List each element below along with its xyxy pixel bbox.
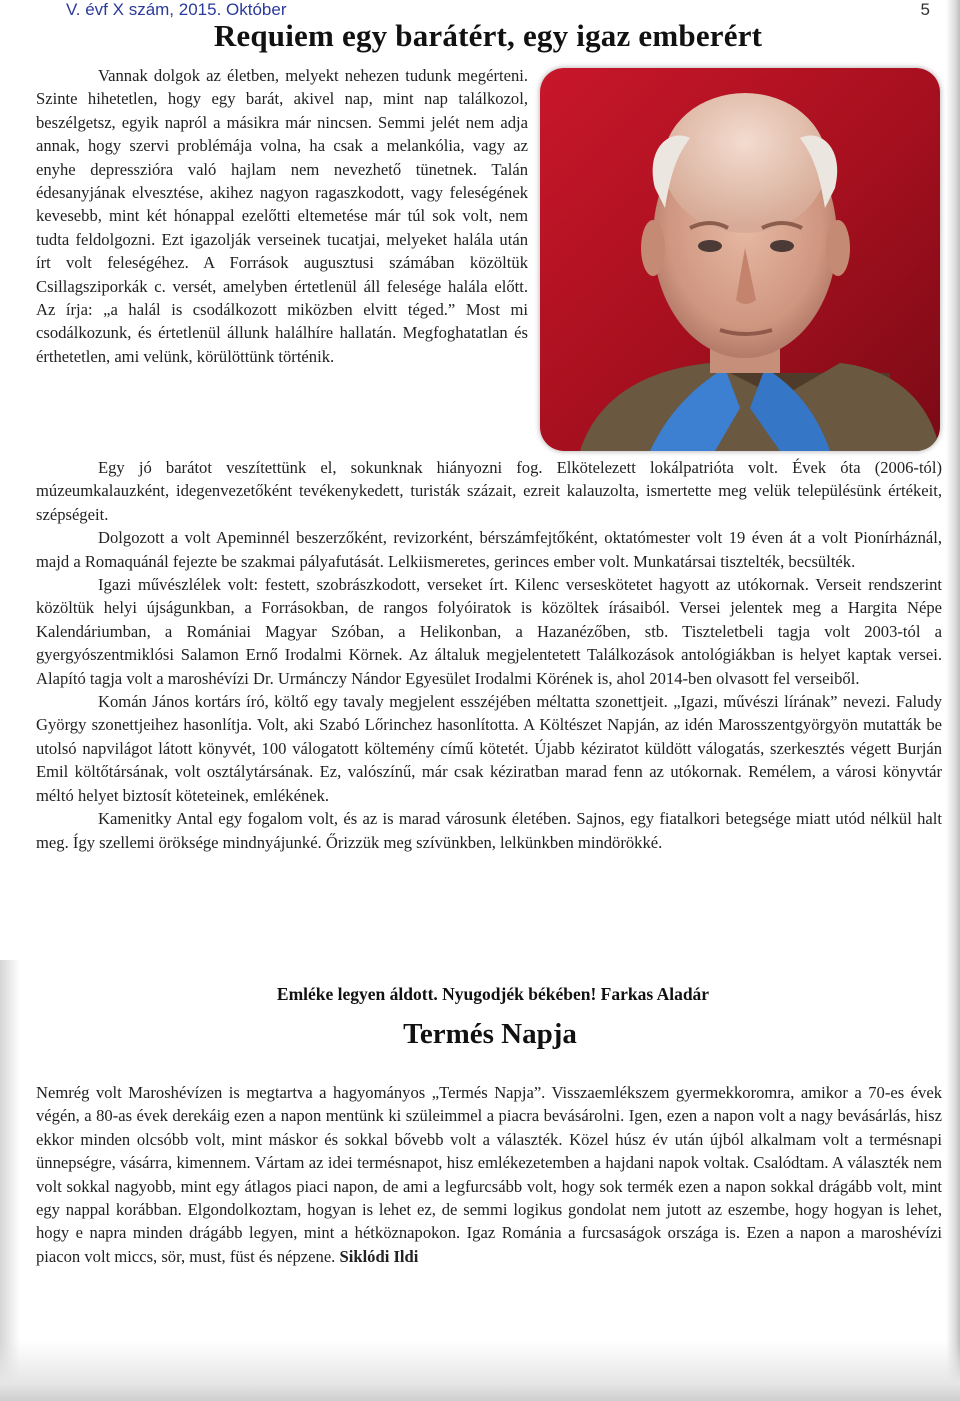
intro-paragraph: Vannak dolgok az életben, melyekt nehezen tudunk megérteni. Szinte hihetetlen, hogy egy barát, akivel nap, mint nap találkozol, beszélgetsz, egyik napról a másikra már nincsen. Semmi jelét nem adja annak, hogy szervi problémája volna, ha csak a melankólia, vagy az enyhe depresszióra való hajlam nem nevezhető tünetnek. Talán édesanyjának elvesztése, akihez nagyon ragaszkodott, vagy feleségének kevesebb, mint két hónappal ezelőtti eltemetése már túl sok volt, nem tudta feldolgozni. Ezt igazolják verseinek tucatjai, melyeket halála után írt volt feleségéhez. A Források augusztusi számában közöltük Csillagsziporkák c. versét, amelyben értetlenül áll felesége halála előtt. Az írja: „a halál is csodálkozott miközben elvitt téged.” Most mi csodálkozunk, és értetlenül állunk halálhíre hallatán. Megfoghatatlan és érthetetlen, ami velünk, körülöttünk történik. [36,66,528,366]
page-edge-shadow-right [946,0,960,1401]
portrait-photo [540,68,940,451]
termes-napja-text: Nemrég volt Maroshévízen is megtartva a hagyományos „Termés Napja”. Visszaemlékszem gyermekkoromra, amikor a 70-es évek végén, a 80-as évek derekáig ezen a napon mentünk ki szüleimmel a piacra bevásárolni. Igen, ezen a napon volt a nagy bevásárlás, hisz ekkor minden olcsóbb volt, mint máskor és sokkal bővebb volt a választék. Közel húsz év után újból alkalmam volt a termésnapi ünnepségre, vásárra, kimennem. Vártam az idei termésnapot, hisz emlékezetemben a hajdani napok voltak. Csalódtam. A választék nem volt sokkal nagyobb, mint egy átlagos piaci napon, de ami a legfurcsább volt, hogy sok termék ezen a napon sokkal drágább volt, mint egy nappal korábban. Elgondolkoztam, hogyan is lehet ez, de semmi logikus gondolat nem jutott az eszembe, hogy hogyan is lehet, hogy e napra minden drágább legyen, mint a hétköznapokon. Igaz Románia a furcsaságok országa is. Ezen a napon a maroshévízi piacon volt miccs, sör, must, füst és népzene. [36,1083,942,1266]
paragraph-lokalpatriota: Egy jó barátot veszítettünk el, sokunknak hiányozni fog. Elkötelezett lokálpatrióta volt. Évek óta (2006-tól) múzeumkalauzként, idegenvezetőként tevékenykedett, turisták százait, ezreit kalauzolta, ismertette meg velük településünk értékeit, szépségeit. [36,458,942,524]
paragraph-career: Dolgozott a volt Apeminnél beszerzőként, revizorként, bérszámfejtőként, oktatómester volt 19 éven át a volt Pionírháznál, majd a Romaquánál fejezte be szakmai pályafutását. Lelkiismeretes, gerinces ember volt. Munkatársai tisztelték, becsülték. [36,528,942,571]
closing-line: Emléke legyen áldott. Nyugodjék békében! Farkas Aladár [276,984,710,1004]
article-body-requiem [36,456,942,854]
paragraph-artist: Igazi művészlélek volt: festett, szobrászkodott, verseket írt. Kilenc verseskötetet hagyott az utókornak. Verseit rendszerint közöltük helyi újságunkban, a Forrásokban, de rangos folyóiratok is közöltek írásaiból. Versei jelentek meg a Hargita Népe Kalendáriumban, a Romániai Magyar Szóban, a Helikonban, a Hazanézőben, stb. Tiszteletbeli tagja volt 2003-tól a gyergyószentmiklósi Salamon Ernő Irodalmi Körnek. Az általuk megjelentetett Találkozások antológiákban is helyet kaptak versei. Alapító tagja volt a maroshévízi Dr. Urmánczy Nándor Egyesület Irodalmi Körének is, ahol 2014-ben olvasott fel verseiből. [36,575,942,688]
issue-label: V. évf X szám, 2015. Október [66,0,287,19]
page-number: 5 [920,0,930,19]
termes-napja-paragraph [36,1081,942,1268]
article-body-termes-napja [36,1081,942,1268]
article-title-requiem: Requiem egy barátért, egy igaz emberért [213,18,763,53]
paragraph-legacy: Kamenitky Antal egy fogalom volt, és az is marad városunk életében. Sajnos, egy fiatalkori betegsége miatt utód nélkül halt meg. Így szellemi öröksége mindnyájunké. Őrizzük meg szívünkben, lelkünkben mindörökké. [36,809,942,852]
intro-column [36,64,528,368]
page-edge-shadow-bottom [0,1341,960,1401]
article-title-termes-napja: Termés Napja [403,1018,577,1050]
author-name: Siklódi Ildi [339,1246,419,1266]
paragraph-sonnets: Komán János kortárs író, költő egy tavaly megjelent esszéjében méltatta szonettjeit. „Igazi, művészi lírának” nevezi. Faludy György szonettjeihez hasonlítja. Volt, aki Szabó Lőrinchez hasonlította. A Költészet Napján, az idén Marosszentgyörgyön mutatták be utolsó napvilágot látott könyvét, 100 válogatott költemény című kötetét. Újabb kéziratot küldött válogatás, szerkesztés végett Burján Emil költőtársának, volt osztálytársának. Ez, valószínű, már csak kéziratban marad fenn az utókornak. Remélem, a városi könyvtár méltó helyet biztosít köteteinek, emlékének. [36,692,942,805]
